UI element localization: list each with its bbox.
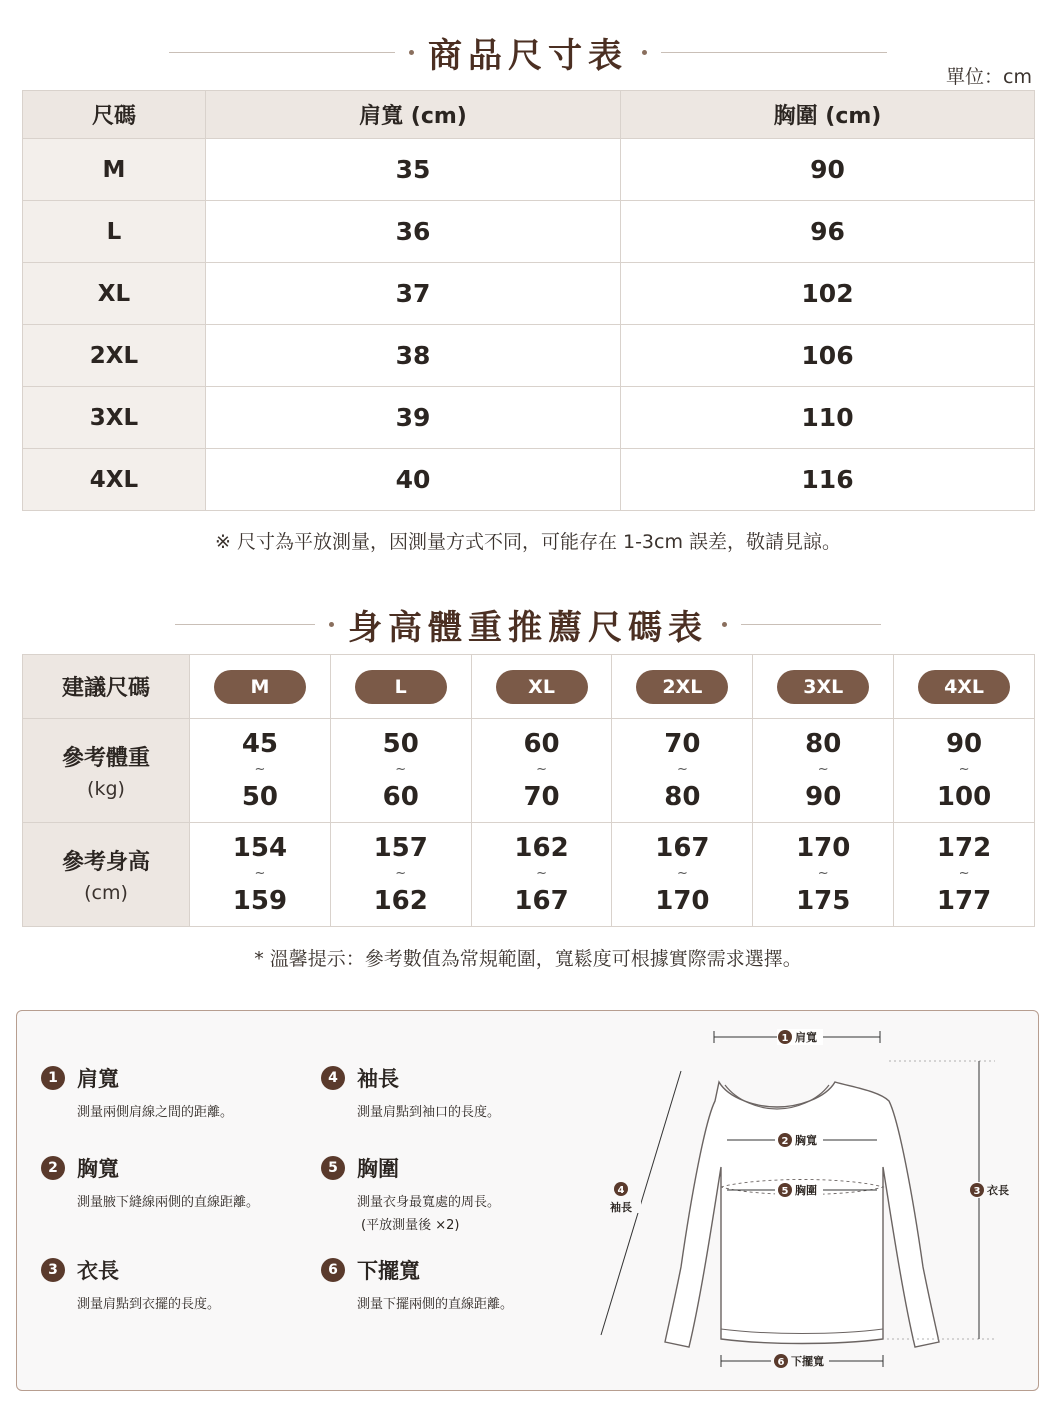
guide-item-title: 衣長	[77, 1259, 119, 1283]
height-range	[894, 835, 1034, 914]
weight-unit: (kg)	[87, 778, 125, 800]
guide-item-title: 袖長	[357, 1067, 399, 1091]
height-unit: (cm)	[84, 882, 128, 904]
recommend-header-row	[23, 655, 1035, 719]
shoulder-cell: 38	[206, 325, 621, 387]
weight-row	[23, 719, 1035, 823]
weight-cell	[753, 719, 894, 823]
weight-range	[472, 731, 612, 810]
shirt-outline	[665, 1082, 939, 1347]
weight-range	[190, 731, 330, 810]
height-max: 177	[936, 886, 992, 916]
weight-min: 80	[805, 729, 842, 759]
guide-num-badge: 4	[321, 1066, 345, 1090]
size-cell: 3XL	[23, 387, 206, 449]
recommend-note: * 溫馨提示：參考數值為常規範圍，寬鬆度可根據實際需求選擇。	[254, 948, 802, 970]
num-badge-5-text: 5	[781, 1186, 789, 1197]
weight-min: 90	[945, 729, 983, 759]
height-range	[753, 835, 893, 914]
range-tilde: ~	[536, 762, 548, 777]
height-label-cell	[23, 823, 190, 927]
weight-min: 45	[241, 729, 278, 759]
guide-item-sub: (平放測量後 ×2)	[361, 1217, 460, 1233]
weight-range	[612, 731, 752, 810]
num-badge-2-text: 2	[781, 1136, 789, 1147]
weight-range	[331, 731, 471, 810]
height-row	[23, 823, 1035, 927]
num-badge-3-text: 3	[973, 1186, 981, 1197]
range-tilde: ~	[254, 762, 266, 777]
size-pill-cell	[190, 655, 331, 719]
weight-min: 70	[664, 729, 701, 759]
diagram-label-length: 衣長	[987, 1184, 1009, 1197]
height-range	[331, 835, 471, 914]
height-cell	[753, 823, 894, 927]
guide-item-head	[321, 1255, 581, 1285]
height-min: 170	[796, 833, 851, 863]
range-tilde: ~	[676, 762, 688, 777]
weight-min: 50	[382, 729, 419, 759]
header-chest: 胸圍 (cm)	[621, 91, 1035, 139]
guide-item	[321, 1063, 581, 1124]
size-cell: L	[23, 201, 206, 263]
range-tilde: ~	[958, 762, 970, 777]
height-min: 172	[936, 833, 992, 863]
size-pill-4xl: 4XL	[918, 670, 1010, 704]
size-cell: XL	[23, 263, 206, 325]
size-pill-cell	[471, 655, 612, 719]
title-dot	[409, 50, 414, 55]
weight-max: 70	[523, 782, 560, 812]
height-range	[190, 835, 330, 914]
weight-min: 60	[523, 729, 560, 759]
size-cell: 4XL	[23, 449, 206, 511]
title-divider-right	[661, 52, 887, 53]
measurement-guide	[16, 1010, 1039, 1391]
guide-num-badge: 1	[41, 1066, 65, 1090]
range-tilde: ~	[536, 866, 548, 881]
guide-num-badge: 5	[321, 1156, 345, 1180]
size-pill-l: L	[355, 670, 447, 704]
height-max: 167	[514, 886, 569, 916]
size-cell: 2XL	[23, 325, 206, 387]
size-table-header	[23, 91, 1035, 139]
chest-cell: 116	[621, 449, 1035, 511]
size-pill-cell	[753, 655, 894, 719]
size-table-row	[23, 449, 1035, 511]
guide-item	[321, 1255, 581, 1316]
weight-max: 80	[664, 782, 701, 812]
title-divider-right	[741, 624, 881, 625]
header-shoulder: 肩寬 (cm)	[206, 91, 621, 139]
size-table-row	[23, 325, 1035, 387]
height-max: 175	[796, 886, 851, 916]
weight-label-cell	[23, 719, 190, 823]
weight-max: 50	[241, 782, 278, 812]
chest-cell: 110	[621, 387, 1035, 449]
shoulder-cell: 40	[206, 449, 621, 511]
diagram-label-chest: 胸圍	[795, 1184, 817, 1197]
diagram-label-chest-width: 胸寬	[795, 1134, 817, 1147]
recommend-header-label-cell	[23, 655, 190, 719]
range-tilde: ~	[395, 762, 407, 777]
weight-range	[894, 731, 1034, 810]
weight-cell	[330, 719, 471, 823]
weight-cell	[612, 719, 753, 823]
guide-item	[41, 1063, 301, 1124]
shirt-diagram	[597, 1017, 1037, 1387]
weight-label: 參考體重	[61, 746, 150, 771]
num-badge-1-text: 1	[781, 1033, 789, 1044]
weight-cell	[894, 719, 1035, 823]
height-min: 154	[232, 833, 288, 863]
chest-cell: 90	[621, 139, 1035, 201]
size-table-row	[23, 139, 1035, 201]
height-min: 162	[514, 833, 569, 863]
size-table-row	[23, 387, 1035, 449]
shoulder-cell: 39	[206, 387, 621, 449]
size-pill-cell	[612, 655, 753, 719]
size-chart-title-row	[0, 28, 1056, 77]
size-cell: M	[23, 139, 206, 201]
size-pill-m: M	[214, 670, 306, 704]
guide-item-desc: 測量衣身最寬處的周長。	[357, 1195, 501, 1210]
size-chart-note: ※ 尺寸為平放測量，因測量方式不同，可能存在 1-3cm 誤差，敬請見諒。	[214, 531, 842, 553]
size-pill-cell	[894, 655, 1035, 719]
guide-num-badge: 6	[321, 1258, 345, 1282]
range-tilde: ~	[254, 866, 266, 881]
height-cell	[471, 823, 612, 927]
height-max: 159	[232, 886, 288, 916]
guide-item-head	[41, 1255, 301, 1285]
weight-cell	[190, 719, 331, 823]
chest-cell: 96	[621, 201, 1035, 263]
size-pill-cell	[330, 655, 471, 719]
height-cell	[330, 823, 471, 927]
range-tilde: ~	[817, 762, 829, 777]
height-range	[472, 835, 612, 914]
recommend-title: 身高體重推薦尺碼表	[348, 608, 708, 648]
guide-item-head	[321, 1063, 581, 1093]
shoulder-cell: 36	[206, 201, 621, 263]
guide-item-title: 下擺寬	[357, 1259, 420, 1283]
height-max: 170	[655, 886, 710, 916]
size-pill-2xl: 2XL	[636, 670, 728, 704]
title-dot	[722, 622, 727, 627]
height-label: 參考身高	[61, 850, 150, 875]
size-chart-title: 商品尺寸表	[428, 36, 628, 76]
guide-item-desc: 測量肩點到衣擺的長度。	[77, 1297, 221, 1312]
num-badge-4-text: 4	[617, 1185, 625, 1196]
size-pill-3xl: 3XL	[777, 670, 869, 704]
chest-cell: 106	[621, 325, 1035, 387]
diagram-label-hem: 下擺寬	[791, 1355, 824, 1368]
size-table-row	[23, 201, 1035, 263]
guide-item-desc: 測量肩點到袖口的長度。	[357, 1105, 501, 1120]
height-min: 167	[655, 833, 710, 863]
title-divider-left	[175, 624, 315, 625]
title-dot	[642, 50, 647, 55]
height-cell	[190, 823, 331, 927]
recommend-title-row	[0, 600, 1056, 649]
shoulder-cell: 35	[206, 139, 621, 201]
recommend-table	[22, 654, 1035, 927]
unit-label: 單位：cm	[946, 66, 1032, 88]
shoulder-cell: 37	[206, 263, 621, 325]
height-min: 157	[373, 833, 428, 863]
diagram-label-sleeve: 袖長	[610, 1201, 632, 1214]
size-table-row	[23, 263, 1035, 325]
guide-item-head	[41, 1153, 301, 1183]
size-table	[22, 90, 1035, 511]
guide-item	[41, 1255, 301, 1316]
weight-max: 100	[936, 782, 992, 812]
size-pill-xl: XL	[496, 670, 588, 704]
guide-num-badge: 3	[41, 1258, 65, 1282]
range-tilde: ~	[958, 866, 970, 881]
num-badge-6-text: 6	[777, 1357, 785, 1368]
title-dot	[329, 622, 334, 627]
guide-item-title: 胸圍	[357, 1157, 399, 1181]
height-cell	[894, 823, 1035, 927]
guide-item	[321, 1153, 581, 1233]
range-tilde: ~	[817, 866, 829, 881]
guide-item-head	[41, 1063, 301, 1093]
height-max: 162	[373, 886, 428, 916]
guide-item	[41, 1153, 301, 1214]
guide-item-desc: 測量腋下縫線兩側的直線距離。	[77, 1195, 260, 1210]
guide-item-title: 肩寬	[77, 1067, 119, 1091]
weight-range	[753, 731, 893, 810]
guide-item-desc: 測量兩側肩線之間的距離。	[77, 1105, 234, 1120]
guide-item-desc: 測量下擺兩側的直線距離。	[357, 1297, 514, 1312]
guide-item-head	[321, 1153, 581, 1183]
height-range	[612, 835, 752, 914]
weight-max: 60	[382, 782, 419, 812]
guide-num-badge: 2	[41, 1156, 65, 1180]
header-size: 尺碼	[23, 91, 206, 139]
guide-item-title: 胸寬	[77, 1157, 119, 1181]
weight-cell	[471, 719, 612, 823]
title-divider-left	[169, 52, 395, 53]
range-tilde: ~	[395, 866, 407, 881]
height-cell	[612, 823, 753, 927]
weight-max: 90	[805, 782, 842, 812]
recommend-header-label: 建議尺碼	[61, 676, 150, 701]
range-tilde: ~	[676, 866, 688, 881]
diagram-label-shoulder: 肩寬	[795, 1031, 817, 1044]
chest-cell: 102	[621, 263, 1035, 325]
